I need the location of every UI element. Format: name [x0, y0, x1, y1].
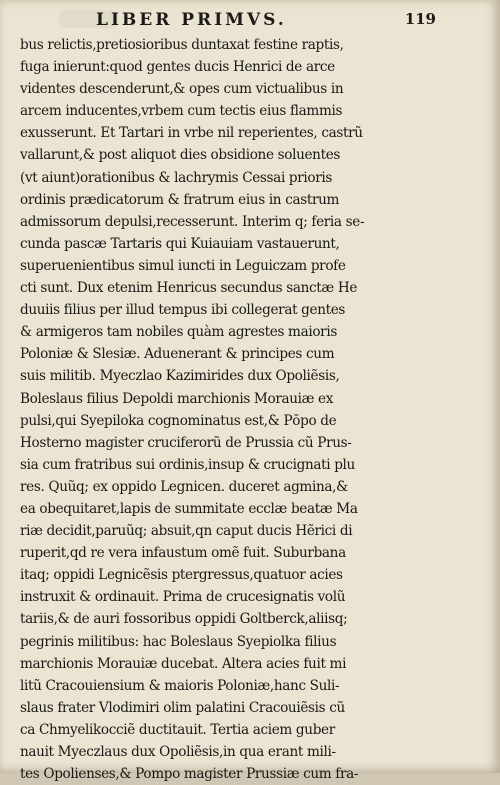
- text-line: ea obequitaret,lapis de summitate ecclæ beatæ Ma: [20, 500, 358, 517]
- text-line: cti sunt. Dux etenim Henricus secundus sanctæ He: [20, 280, 358, 297]
- text-line: arcem inducentes,vrbem cum tectis eius flammis: [20, 103, 343, 120]
- text-line: vallarunt,& post aliquot dies obsidione soluentes: [20, 147, 341, 164]
- text-line: litũ Cracouiensium & maioris Poloniæ,hanc Suli-: [20, 677, 340, 694]
- text-line: slaus frater Vlodimiri olim palatini Cracouiẽsis cũ: [20, 699, 345, 716]
- text-line: bus relictis,pretiosioribus duntaxat festine raptis,: [20, 37, 344, 53]
- text-line: pegrinis militibus: hac Boleslaus Syepiolka filius: [20, 633, 337, 650]
- page-number: 119: [404, 10, 436, 28]
- text-line: ordinis prædicatorum & fratrum eius in castrum: [20, 191, 340, 208]
- body-text: [20, 34, 464, 785]
- text-line: tes Opolienses,& Pompo magister Prussiæ cum fra-: [20, 766, 359, 783]
- text-line: Hosterno magister cruciferorũ de Prussia cũ Prus-: [20, 434, 352, 451]
- text-line: pulsi,qui Syepiloka cognominatus est,& Pōpo de: [20, 412, 337, 429]
- text-line: exusserunt. Et Tartari in vrbe nil reperientes, castrũ: [20, 125, 363, 142]
- text-line: & armigeros tam nobiles quàm agrestes maioris: [20, 324, 337, 341]
- text-line: ruperit,qd re vera infaustum omẽ fuit. Suburbana: [20, 545, 346, 562]
- running-head-title: LIBER PRIMVS.: [96, 10, 287, 30]
- text-line: fuga inierunt:quod gentes ducis Henrici de arce: [20, 59, 335, 76]
- text-line: tariis,& de auri fossoribus oppidi Goltberck,aliisq;: [20, 611, 348, 628]
- text-line: Boleslaus filius Depoldi marchionis Morauiæ ex: [20, 390, 334, 407]
- text-line: (vt aiunt)orationibus & lachrymis Cessai prioris: [20, 169, 333, 186]
- text-line: nauit Myeczlaus dux Opoliẽsis,in qua erant mili-: [20, 744, 336, 760]
- text-line: cunda pascæ Tartaris qui Kuiauiam vastauerunt,: [20, 235, 340, 252]
- text-line: sia cum fratribus sui ordinis,insup & crucignati plu: [20, 456, 355, 473]
- text-line: instruxit & ordinauit. Prima de crucesignatis volũ: [20, 589, 346, 606]
- text-line: itaq; oppidi Legnicẽsis ptergressus,quatuor acies: [20, 567, 343, 584]
- text-line: marchionis Morauiæ ducebat. Altera acies fuit mi: [20, 655, 347, 672]
- text-line: videntes descenderunt,& opes cum victualibus in: [20, 81, 344, 98]
- text-line: riæ decidit,paruũq; absuit,qn caput ducis Hẽrici di: [20, 523, 353, 540]
- text-line: ca Chmyelikocciẽ ductitauit. Tertia aciem guber: [20, 721, 335, 738]
- text-line: suis militib. Myeczlao Kazimirides dux Opoliẽsis,: [20, 368, 340, 385]
- text-line: duuiis filius per illud tempus ibi collegerat gentes: [20, 302, 346, 319]
- text-line: Poloniæ & Slesiæ. Aduenerant & principes cum: [20, 346, 335, 363]
- running-head: [96, 10, 436, 32]
- text-line: admissorum depulsi,recesserunt. Interim q; feria se-: [20, 213, 365, 230]
- text-line: res. Quũq; ex oppido Legnicen. duceret agmina,&: [20, 478, 348, 495]
- text-line: superuenientibus simul iuncti in Leguiczam profe: [20, 257, 346, 274]
